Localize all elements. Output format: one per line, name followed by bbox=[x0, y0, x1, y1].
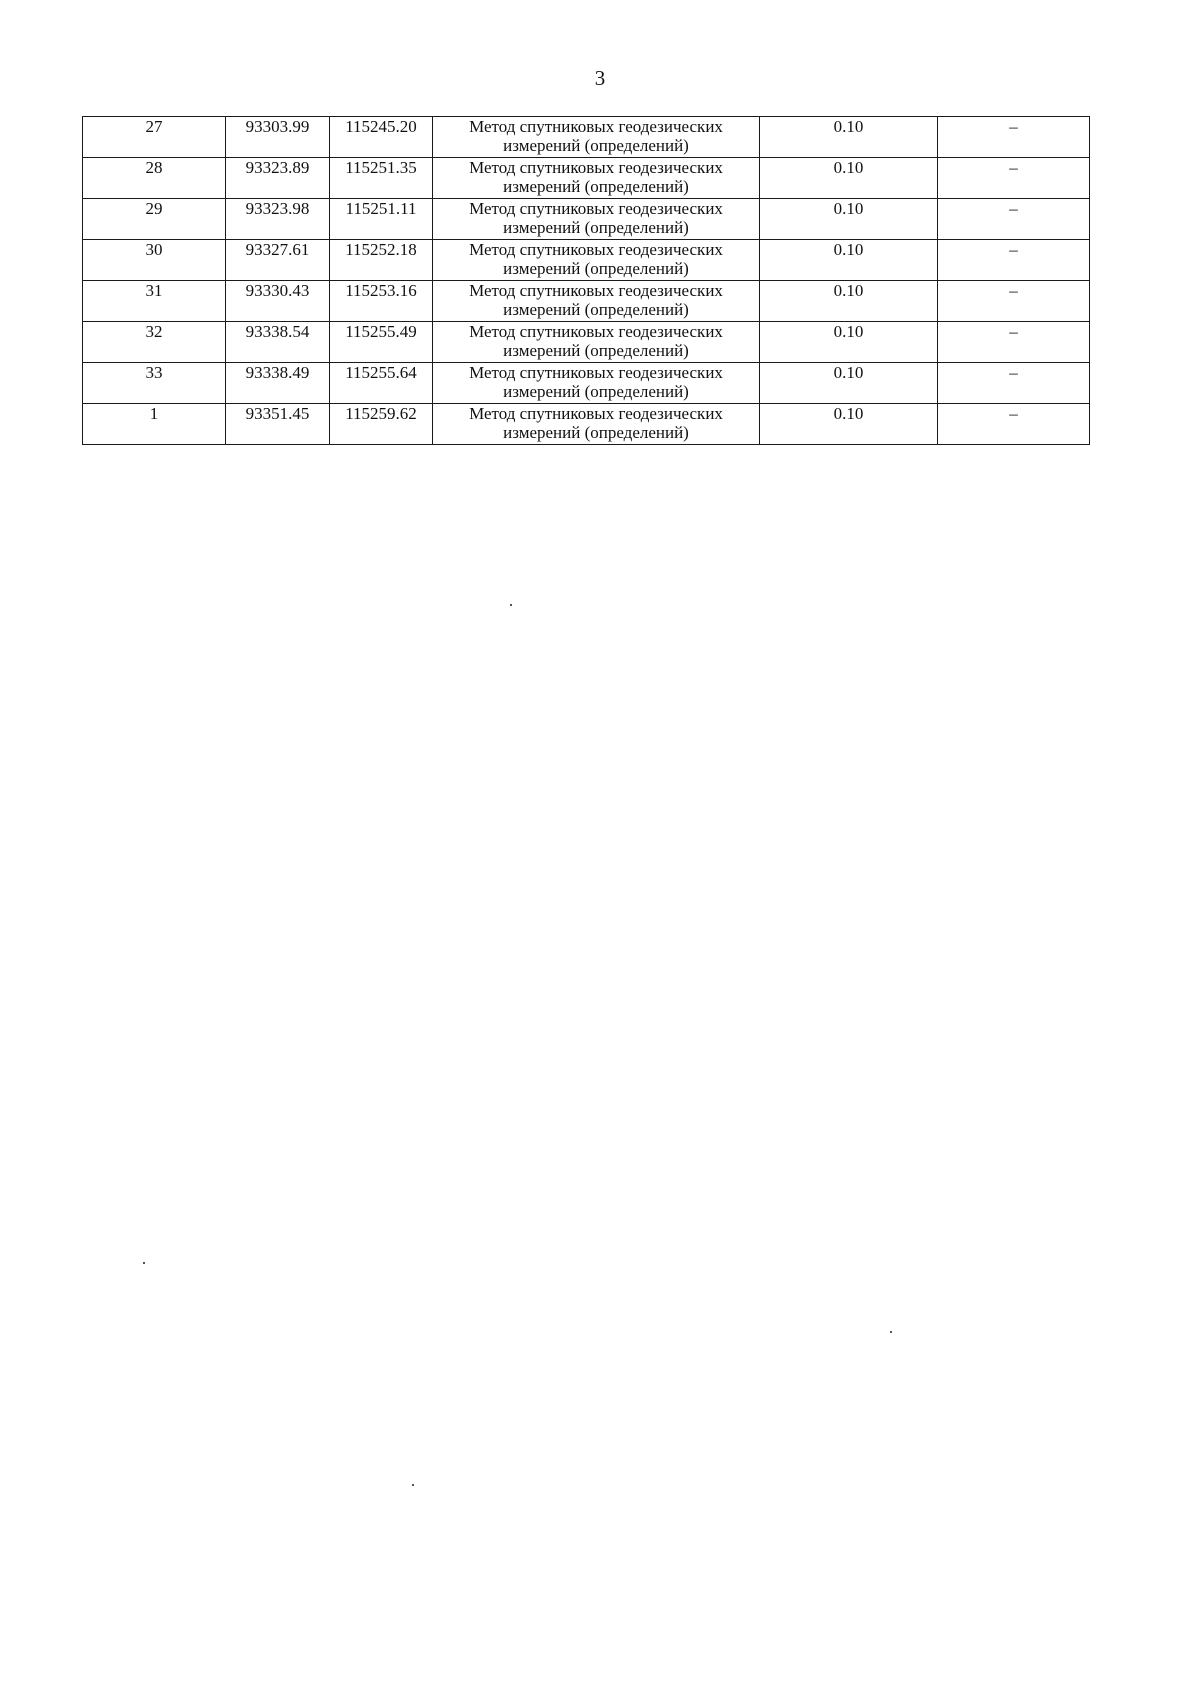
method-cell bbox=[433, 404, 760, 445]
method-text-line-2: измерений (определений) bbox=[503, 136, 689, 155]
page-number: 3 bbox=[594, 66, 606, 90]
method-text-line-2: измерений (определений) bbox=[503, 177, 689, 196]
description-cell: – bbox=[938, 199, 1090, 240]
x-coordinate-cell: 93303.99 bbox=[226, 117, 330, 158]
method-cell bbox=[433, 117, 760, 158]
method-text-line-1: Метод спутниковых геодезических bbox=[469, 240, 723, 259]
table-row bbox=[83, 158, 1090, 199]
table-row bbox=[83, 363, 1090, 404]
method-text-line-1: Метод спутниковых геодезических bbox=[469, 363, 723, 382]
y-coordinate-cell: 115259.62 bbox=[330, 404, 433, 445]
method-text-line-1: Метод спутниковых геодезических bbox=[469, 281, 723, 300]
y-coordinate-cell: 115255.64 bbox=[330, 363, 433, 404]
method-cell bbox=[433, 240, 760, 281]
description-cell: – bbox=[938, 322, 1090, 363]
accuracy-cell: 0.10 bbox=[760, 158, 938, 199]
coordinates-table-body bbox=[83, 117, 1090, 445]
method-text-line-1: Метод спутниковых геодезических bbox=[469, 404, 723, 423]
point-number-cell: 30 bbox=[83, 240, 226, 281]
point-number-cell: 28 bbox=[83, 158, 226, 199]
accuracy-cell: 0.10 bbox=[760, 363, 938, 404]
y-coordinate-cell: 115245.20 bbox=[330, 117, 433, 158]
accuracy-cell: 0.10 bbox=[760, 281, 938, 322]
table-row bbox=[83, 117, 1090, 158]
y-coordinate-cell: 115253.16 bbox=[330, 281, 433, 322]
x-coordinate-cell: 93338.49 bbox=[226, 363, 330, 404]
point-number-cell: 29 bbox=[83, 199, 226, 240]
x-coordinate-cell: 93327.61 bbox=[226, 240, 330, 281]
x-coordinate-cell: 93323.98 bbox=[226, 199, 330, 240]
method-cell bbox=[433, 281, 760, 322]
y-coordinate-cell: 115251.11 bbox=[330, 199, 433, 240]
x-coordinate-cell: 93351.45 bbox=[226, 404, 330, 445]
y-coordinate-cell: 115255.49 bbox=[330, 322, 433, 363]
description-cell: – bbox=[938, 363, 1090, 404]
description-cell: – bbox=[938, 240, 1090, 281]
description-cell: – bbox=[938, 117, 1090, 158]
method-text-line-1: Метод спутниковых геодезических bbox=[469, 199, 723, 218]
method-text-line-2: измерений (определений) bbox=[503, 341, 689, 360]
point-number-cell: 1 bbox=[83, 404, 226, 445]
table-row bbox=[83, 322, 1090, 363]
point-number-cell: 32 bbox=[83, 322, 226, 363]
coordinates-table bbox=[82, 116, 1090, 445]
scan-speck bbox=[143, 1262, 145, 1264]
method-cell bbox=[433, 363, 760, 404]
method-cell bbox=[433, 158, 760, 199]
table-row bbox=[83, 281, 1090, 322]
method-text-line-2: измерений (определений) bbox=[503, 259, 689, 278]
x-coordinate-cell: 93323.89 bbox=[226, 158, 330, 199]
y-coordinate-cell: 115252.18 bbox=[330, 240, 433, 281]
x-coordinate-cell: 93330.43 bbox=[226, 281, 330, 322]
scan-speck bbox=[412, 1484, 414, 1486]
accuracy-cell: 0.10 bbox=[760, 117, 938, 158]
table-row bbox=[83, 404, 1090, 445]
method-text-line-1: Метод спутниковых геодезических bbox=[469, 117, 723, 136]
description-cell: – bbox=[938, 281, 1090, 322]
method-text-line-2: измерений (определений) bbox=[503, 300, 689, 319]
method-cell bbox=[433, 322, 760, 363]
method-cell bbox=[433, 199, 760, 240]
table-row bbox=[83, 199, 1090, 240]
accuracy-cell: 0.10 bbox=[760, 199, 938, 240]
method-text-line-2: измерений (определений) bbox=[503, 218, 689, 237]
description-cell: – bbox=[938, 404, 1090, 445]
description-cell: – bbox=[938, 158, 1090, 199]
y-coordinate-cell: 115251.35 bbox=[330, 158, 433, 199]
table-row bbox=[83, 240, 1090, 281]
point-number-cell: 27 bbox=[83, 117, 226, 158]
scan-speck bbox=[890, 1331, 892, 1333]
accuracy-cell: 0.10 bbox=[760, 404, 938, 445]
point-number-cell: 31 bbox=[83, 281, 226, 322]
method-text-line-1: Метод спутниковых геодезических bbox=[469, 158, 723, 177]
method-text-line-1: Метод спутниковых геодезических bbox=[469, 322, 723, 341]
accuracy-cell: 0.10 bbox=[760, 240, 938, 281]
accuracy-cell: 0.10 bbox=[760, 322, 938, 363]
x-coordinate-cell: 93338.54 bbox=[226, 322, 330, 363]
method-text-line-2: измерений (определений) bbox=[503, 423, 689, 442]
scan-speck bbox=[510, 604, 512, 606]
point-number-cell: 33 bbox=[83, 363, 226, 404]
method-text-line-2: измерений (определений) bbox=[503, 382, 689, 401]
